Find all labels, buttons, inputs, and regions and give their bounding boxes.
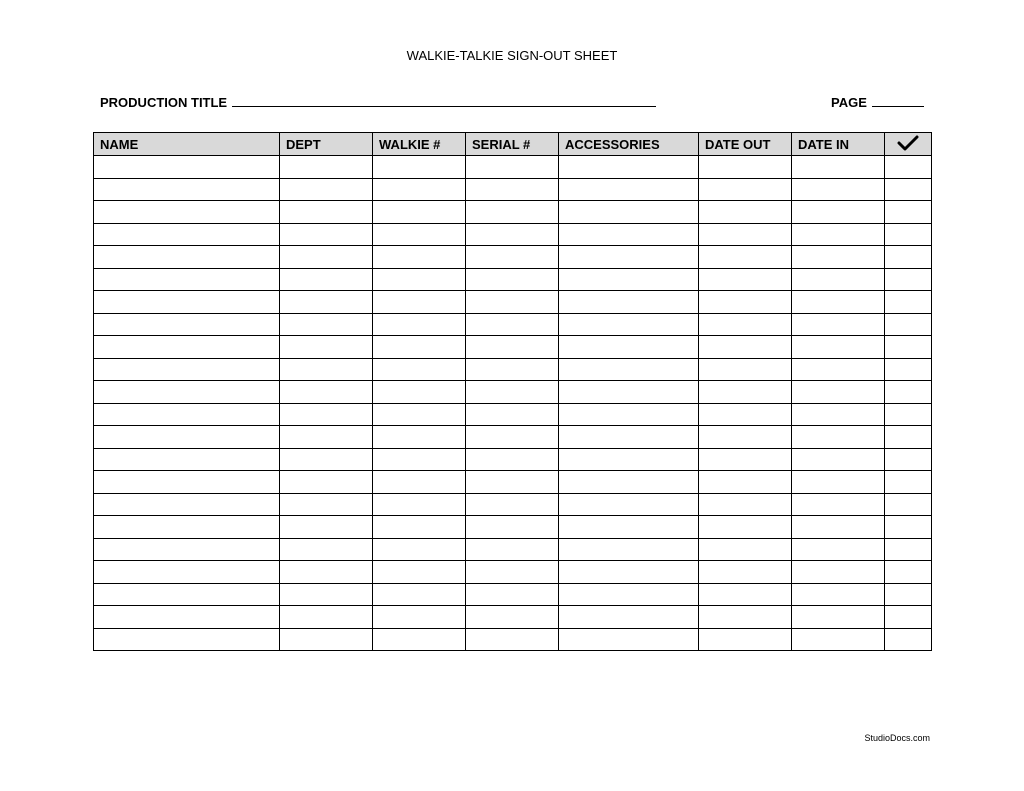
cell-dept[interactable] [280, 426, 373, 449]
cell-walkie-number[interactable] [373, 516, 466, 539]
table-header-row [94, 133, 932, 156]
table-row [94, 268, 932, 291]
cell-date-in[interactable] [792, 223, 885, 246]
cell-accessories[interactable] [559, 223, 699, 246]
cell-accessories[interactable] [559, 448, 699, 471]
cell-dept[interactable] [280, 268, 373, 291]
column-header-name: NAME [94, 133, 280, 156]
cell-date-in[interactable] [792, 516, 885, 539]
cell-dept[interactable] [280, 358, 373, 381]
cell-accessories[interactable] [559, 583, 699, 606]
cell-name[interactable] [94, 628, 280, 651]
column-header-date-out: DATE OUT [699, 133, 792, 156]
page-number-field [831, 94, 924, 110]
cell-date-out[interactable] [699, 291, 792, 314]
cell-dept[interactable] [280, 538, 373, 561]
cell-date-out[interactable] [699, 358, 792, 381]
checkmark-icon [897, 135, 919, 151]
cell-dept[interactable] [280, 448, 373, 471]
cell-serial-number[interactable] [466, 313, 559, 336]
cell-date-in[interactable] [792, 156, 885, 179]
cell-serial-number[interactable] [466, 628, 559, 651]
cell-date-in[interactable] [792, 178, 885, 201]
cell-date-out[interactable] [699, 156, 792, 179]
cell-name[interactable] [94, 313, 280, 336]
cell-accessories[interactable] [559, 336, 699, 359]
cell-walkie-number[interactable] [373, 426, 466, 449]
cell-returned-check[interactable] [885, 448, 932, 471]
cell-serial-number[interactable] [466, 403, 559, 426]
cell-accessories[interactable] [559, 426, 699, 449]
cell-date-in[interactable] [792, 403, 885, 426]
cell-date-in[interactable] [792, 201, 885, 224]
cell-returned-check[interactable] [885, 268, 932, 291]
cell-serial-number[interactable] [466, 426, 559, 449]
cell-walkie-number[interactable] [373, 561, 466, 584]
table-row [94, 426, 932, 449]
table-row [94, 493, 932, 516]
table-row [94, 313, 932, 336]
column-header-serial-number: SERIAL # [466, 133, 559, 156]
cell-date-in[interactable] [792, 336, 885, 359]
table-row [94, 223, 932, 246]
cell-walkie-number[interactable] [373, 628, 466, 651]
cell-date-out[interactable] [699, 403, 792, 426]
cell-date-in[interactable] [792, 291, 885, 314]
cell-serial-number[interactable] [466, 448, 559, 471]
cell-accessories[interactable] [559, 246, 699, 269]
column-header-returned-check [885, 133, 932, 156]
cell-serial-number[interactable] [466, 538, 559, 561]
cell-serial-number[interactable] [466, 471, 559, 494]
cell-name[interactable] [94, 471, 280, 494]
column-header-accessories: ACCESSORIES [559, 133, 699, 156]
cell-returned-check[interactable] [885, 156, 932, 179]
cell-date-out[interactable] [699, 246, 792, 269]
cell-returned-check[interactable] [885, 426, 932, 449]
cell-serial-number[interactable] [466, 291, 559, 314]
cell-serial-number[interactable] [466, 381, 559, 404]
cell-date-out[interactable] [699, 381, 792, 404]
cell-date-out[interactable] [699, 336, 792, 359]
cell-serial-number[interactable] [466, 583, 559, 606]
cell-walkie-number[interactable] [373, 381, 466, 404]
cell-accessories[interactable] [559, 606, 699, 629]
cell-walkie-number[interactable] [373, 538, 466, 561]
cell-name[interactable] [94, 246, 280, 269]
cell-returned-check[interactable] [885, 606, 932, 629]
cell-date-out[interactable] [699, 448, 792, 471]
cell-accessories[interactable] [559, 538, 699, 561]
cell-accessories[interactable] [559, 381, 699, 404]
cell-walkie-number[interactable] [373, 291, 466, 314]
cell-returned-check[interactable] [885, 493, 932, 516]
cell-name[interactable] [94, 403, 280, 426]
cell-returned-check[interactable] [885, 538, 932, 561]
production-title-label: PRODUCTION TITLE [100, 95, 228, 110]
cell-dept[interactable] [280, 561, 373, 584]
cell-date-out[interactable] [699, 223, 792, 246]
cell-returned-check[interactable] [885, 583, 932, 606]
cell-date-in[interactable] [792, 448, 885, 471]
footer-credit: StudioDocs.com [864, 733, 930, 743]
cell-name[interactable] [94, 156, 280, 179]
cell-name[interactable] [94, 538, 280, 561]
cell-returned-check[interactable] [885, 223, 932, 246]
cell-date-in[interactable] [792, 381, 885, 404]
cell-walkie-number[interactable] [373, 246, 466, 269]
cell-date-out[interactable] [699, 493, 792, 516]
table-row [94, 448, 932, 471]
column-header-walkie-number: WALKIE # [373, 133, 466, 156]
cell-name[interactable] [94, 178, 280, 201]
cell-name[interactable] [94, 493, 280, 516]
cell-accessories[interactable] [559, 178, 699, 201]
cell-walkie-number[interactable] [373, 448, 466, 471]
cell-dept[interactable] [280, 246, 373, 269]
cell-date-in[interactable] [792, 313, 885, 336]
cell-accessories[interactable] [559, 516, 699, 539]
cell-returned-check[interactable] [885, 313, 932, 336]
cell-serial-number[interactable] [466, 336, 559, 359]
cell-returned-check[interactable] [885, 201, 932, 224]
cell-serial-number[interactable] [466, 156, 559, 179]
cell-dept[interactable] [280, 156, 373, 179]
table-row [94, 358, 932, 381]
cell-serial-number[interactable] [466, 268, 559, 291]
table-row [94, 561, 932, 584]
table-row [94, 471, 932, 494]
table-body [94, 156, 932, 651]
cell-name[interactable] [94, 291, 280, 314]
cell-dept[interactable] [280, 291, 373, 314]
cell-returned-check[interactable] [885, 471, 932, 494]
cell-returned-check[interactable] [885, 336, 932, 359]
production-title-field [100, 94, 656, 110]
cell-name[interactable] [94, 268, 280, 291]
page-number-blank-line[interactable] [872, 94, 924, 107]
table-row [94, 178, 932, 201]
column-header-dept: DEPT [280, 133, 373, 156]
table-row [94, 403, 932, 426]
cell-date-in[interactable] [792, 246, 885, 269]
cell-date-out[interactable] [699, 606, 792, 629]
cell-accessories[interactable] [559, 561, 699, 584]
cell-date-out[interactable] [699, 628, 792, 651]
cell-walkie-number[interactable] [373, 201, 466, 224]
cell-dept[interactable] [280, 606, 373, 629]
cell-walkie-number[interactable] [373, 223, 466, 246]
table-row [94, 381, 932, 404]
cell-date-in[interactable] [792, 606, 885, 629]
cell-date-in[interactable] [792, 561, 885, 584]
cell-date-in[interactable] [792, 471, 885, 494]
cell-dept[interactable] [280, 223, 373, 246]
table-row [94, 246, 932, 269]
cell-name[interactable] [94, 426, 280, 449]
cell-returned-check[interactable] [885, 291, 932, 314]
cell-accessories[interactable] [559, 471, 699, 494]
cell-date-in[interactable] [792, 583, 885, 606]
cell-name[interactable] [94, 223, 280, 246]
cell-date-out[interactable] [699, 516, 792, 539]
cell-dept[interactable] [280, 583, 373, 606]
signout-table [93, 132, 932, 651]
page-label: PAGE [831, 95, 867, 110]
cell-walkie-number[interactable] [373, 268, 466, 291]
cell-date-in[interactable] [792, 358, 885, 381]
sheet-title: WALKIE-TALKIE SIGN-OUT SHEET [406, 48, 618, 63]
cell-date-out[interactable] [699, 471, 792, 494]
cell-accessories[interactable] [559, 291, 699, 314]
cell-serial-number[interactable] [466, 493, 559, 516]
production-title-blank-line[interactable] [232, 94, 656, 107]
cell-date-in[interactable] [792, 628, 885, 651]
table-row [94, 156, 932, 179]
cell-dept[interactable] [280, 178, 373, 201]
table-row [94, 628, 932, 651]
table-row [94, 291, 932, 314]
cell-walkie-number[interactable] [373, 336, 466, 359]
cell-serial-number[interactable] [466, 606, 559, 629]
cell-accessories[interactable] [559, 628, 699, 651]
cell-name[interactable] [94, 336, 280, 359]
cell-dept[interactable] [280, 516, 373, 539]
table-row [94, 583, 932, 606]
cell-walkie-number[interactable] [373, 583, 466, 606]
cell-accessories[interactable] [559, 403, 699, 426]
cell-accessories[interactable] [559, 268, 699, 291]
cell-walkie-number[interactable] [373, 606, 466, 629]
cell-date-out[interactable] [699, 268, 792, 291]
cell-dept[interactable] [280, 493, 373, 516]
table-row [94, 201, 932, 224]
cell-dept[interactable] [280, 313, 373, 336]
column-header-date-in: DATE IN [792, 133, 885, 156]
cell-serial-number[interactable] [466, 358, 559, 381]
cell-dept[interactable] [280, 471, 373, 494]
cell-dept[interactable] [280, 336, 373, 359]
cell-serial-number[interactable] [466, 561, 559, 584]
cell-serial-number[interactable] [466, 516, 559, 539]
cell-returned-check[interactable] [885, 516, 932, 539]
cell-date-out[interactable] [699, 178, 792, 201]
cell-accessories[interactable] [559, 358, 699, 381]
cell-returned-check[interactable] [885, 561, 932, 584]
cell-date-out[interactable] [699, 313, 792, 336]
cell-serial-number[interactable] [466, 201, 559, 224]
table-row [94, 606, 932, 629]
table-row [94, 516, 932, 539]
cell-returned-check[interactable] [885, 628, 932, 651]
cell-name[interactable] [94, 561, 280, 584]
cell-walkie-number[interactable] [373, 493, 466, 516]
cell-name[interactable] [94, 358, 280, 381]
cell-date-out[interactable] [699, 201, 792, 224]
cell-serial-number[interactable] [466, 246, 559, 269]
cell-dept[interactable] [280, 381, 373, 404]
cell-accessories[interactable] [559, 313, 699, 336]
cell-name[interactable] [94, 606, 280, 629]
cell-date-out[interactable] [699, 538, 792, 561]
cell-dept[interactable] [280, 403, 373, 426]
cell-accessories[interactable] [559, 493, 699, 516]
cell-dept[interactable] [280, 628, 373, 651]
cell-date-in[interactable] [792, 538, 885, 561]
cell-date-in[interactable] [792, 493, 885, 516]
cell-name[interactable] [94, 516, 280, 539]
cell-name[interactable] [94, 448, 280, 471]
cell-dept[interactable] [280, 201, 373, 224]
cell-returned-check[interactable] [885, 358, 932, 381]
cell-name[interactable] [94, 381, 280, 404]
cell-returned-check[interactable] [885, 178, 932, 201]
cell-returned-check[interactable] [885, 381, 932, 404]
cell-walkie-number[interactable] [373, 313, 466, 336]
cell-accessories[interactable] [559, 156, 699, 179]
table-row [94, 538, 932, 561]
cell-date-in[interactable] [792, 426, 885, 449]
cell-name[interactable] [94, 583, 280, 606]
cell-walkie-number[interactable] [373, 471, 466, 494]
cell-walkie-number[interactable] [373, 358, 466, 381]
cell-serial-number[interactable] [466, 223, 559, 246]
cell-date-in[interactable] [792, 268, 885, 291]
cell-serial-number[interactable] [466, 178, 559, 201]
cell-name[interactable] [94, 201, 280, 224]
cell-returned-check[interactable] [885, 403, 932, 426]
cell-walkie-number[interactable] [373, 156, 466, 179]
cell-date-out[interactable] [699, 426, 792, 449]
table-row [94, 336, 932, 359]
cell-accessories[interactable] [559, 201, 699, 224]
cell-walkie-number[interactable] [373, 178, 466, 201]
cell-walkie-number[interactable] [373, 403, 466, 426]
cell-date-out[interactable] [699, 561, 792, 584]
cell-returned-check[interactable] [885, 246, 932, 269]
cell-date-out[interactable] [699, 583, 792, 606]
